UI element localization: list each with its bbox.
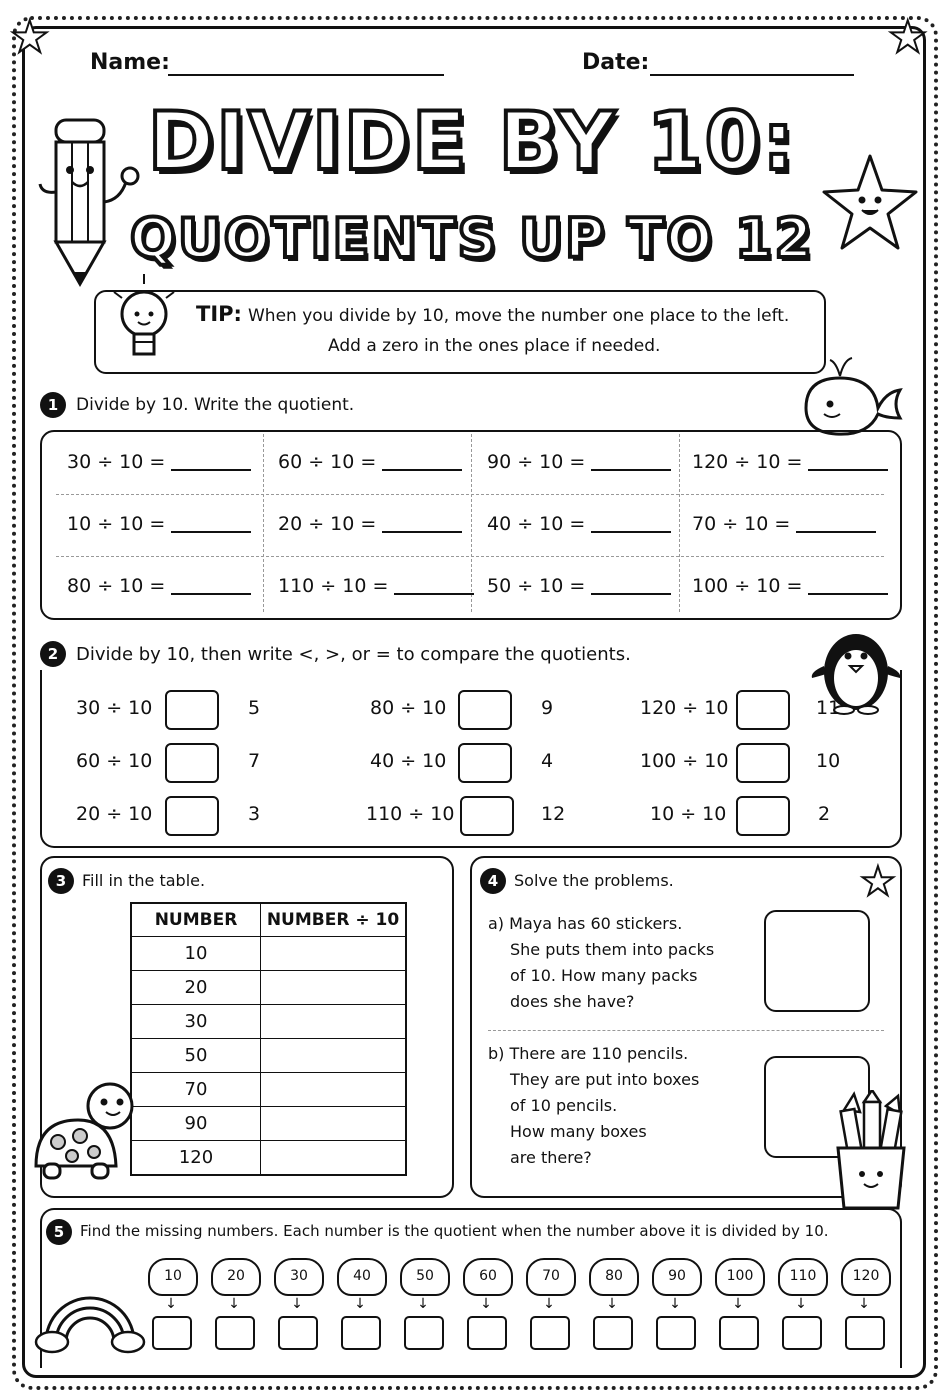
- section-title: Find the missing numbers. Each number is the quotient when the number above it is divided by 10.: [80, 1222, 829, 1240]
- answer-blank[interactable]: [591, 469, 671, 471]
- number-cloud: 30: [274, 1258, 324, 1296]
- problem-line: of 10. How many packs: [510, 966, 698, 985]
- down-arrow-icon: ↓: [795, 1296, 807, 1312]
- down-arrow-icon: ↓: [606, 1296, 618, 1312]
- whale-icon: [796, 348, 908, 442]
- answer-blank[interactable]: [382, 469, 462, 471]
- table-cell: 120: [131, 1141, 261, 1176]
- compare-expression: 60 ÷ 10: [76, 750, 153, 772]
- missing-number-box[interactable]: [782, 1316, 822, 1350]
- date-field[interactable]: [650, 74, 854, 76]
- table-row: [131, 971, 406, 1005]
- division-problem: 60 ÷ 10 =: [278, 451, 462, 473]
- compare-value: 5: [248, 697, 261, 719]
- star-mascot-icon: [822, 150, 918, 260]
- division-problem: 70 ÷ 10 =: [692, 513, 876, 535]
- compare-value: 10: [816, 750, 841, 772]
- answer-cell[interactable]: [261, 937, 407, 971]
- table-header: NUMBER: [131, 903, 261, 937]
- section-number: 2: [40, 641, 66, 667]
- missing-number-box[interactable]: [215, 1316, 255, 1350]
- down-arrow-icon: ↓: [291, 1296, 303, 1312]
- answer-cell[interactable]: [261, 1005, 407, 1039]
- division-problem: 110 ÷ 10 =: [278, 575, 474, 597]
- word-problem-a: [488, 911, 714, 1015]
- problem-line: are there?: [510, 1148, 592, 1167]
- table-cell: 70: [131, 1073, 261, 1107]
- problem-line: b) There are 110 pencils.: [488, 1044, 689, 1063]
- compare-value: 3: [248, 803, 261, 825]
- number-cloud: 120: [841, 1258, 891, 1296]
- compare-expression: 20 ÷ 10: [76, 803, 153, 825]
- pencil-mascot-icon: [34, 112, 146, 292]
- compare-value: 7: [248, 750, 261, 772]
- lightbulb-icon: [106, 272, 182, 368]
- section-number: 5: [46, 1219, 72, 1245]
- turtle-icon: [28, 1080, 136, 1184]
- problem-line: They are put into boxes: [510, 1070, 700, 1089]
- division-problem: 100 ÷ 10 =: [692, 575, 888, 597]
- table-cell: 50: [131, 1039, 261, 1073]
- number-cloud: 90: [652, 1258, 702, 1296]
- problem-line: does she have?: [510, 992, 635, 1011]
- fill-table: [130, 902, 407, 1176]
- section-title: Divide by 10, then write <, >, or = to compare the quotients.: [76, 644, 631, 665]
- down-arrow-icon: ↓: [417, 1296, 429, 1312]
- number-cloud: 100: [715, 1258, 765, 1296]
- division-problem: 90 ÷ 10 =: [487, 451, 671, 473]
- compare-box[interactable]: [165, 796, 219, 836]
- compare-box[interactable]: [736, 743, 790, 783]
- compare-expression: 30 ÷ 10: [76, 697, 153, 719]
- name-field[interactable]: [168, 74, 444, 76]
- missing-number-box[interactable]: [278, 1316, 318, 1350]
- table-row: [131, 1073, 406, 1107]
- missing-number-box[interactable]: [341, 1316, 381, 1350]
- compare-value: 9: [541, 697, 554, 719]
- answer-cell[interactable]: [261, 971, 407, 1005]
- number-cloud: 110: [778, 1258, 828, 1296]
- answer-blank[interactable]: [171, 531, 251, 533]
- missing-number-box[interactable]: [152, 1316, 192, 1350]
- down-arrow-icon: ↓: [354, 1296, 366, 1312]
- tip-text-line2: Add a zero in the ones place if needed.: [328, 336, 661, 356]
- compare-box[interactable]: [736, 690, 790, 730]
- table-cell: 20: [131, 971, 261, 1005]
- tip-text-line1: When you divide by 10, move the number one place to the left.: [248, 306, 790, 326]
- down-arrow-icon: ↓: [165, 1296, 177, 1312]
- divider: [56, 556, 884, 557]
- down-arrow-icon: ↓: [543, 1296, 555, 1312]
- tip-label: TIP:: [196, 302, 242, 326]
- missing-number-box[interactable]: [656, 1316, 696, 1350]
- division-problem: 10 ÷ 10 =: [67, 513, 251, 535]
- section-number: 1: [40, 392, 66, 418]
- compare-expression: 40 ÷ 10: [370, 750, 447, 772]
- number-cloud: 40: [337, 1258, 387, 1296]
- compare-expression: 100 ÷ 10: [640, 750, 729, 772]
- divider: [679, 434, 680, 612]
- star-icon: ★: [10, 12, 50, 63]
- answer-blank[interactable]: [394, 593, 474, 595]
- down-arrow-icon: ↓: [480, 1296, 492, 1312]
- table-row: [131, 1005, 406, 1039]
- division-problem: 30 ÷ 10 =: [67, 451, 251, 473]
- divider: [488, 1030, 884, 1031]
- star-icon: ★: [860, 859, 896, 905]
- number-cloud: 70: [526, 1258, 576, 1296]
- number-cloud: 20: [211, 1258, 261, 1296]
- compare-box[interactable]: [460, 796, 514, 836]
- answer-blank[interactable]: [808, 469, 888, 471]
- number-cloud: 60: [463, 1258, 513, 1296]
- missing-number-box[interactable]: [530, 1316, 570, 1350]
- section-title: Divide by 10. Write the quotient.: [76, 395, 355, 415]
- section-number: 3: [48, 868, 74, 894]
- answer-blank[interactable]: [591, 593, 671, 595]
- down-arrow-icon: ↓: [732, 1296, 744, 1312]
- table-cell: 30: [131, 1005, 261, 1039]
- problem-line: How many boxes: [510, 1122, 647, 1141]
- date-label: Date:: [582, 50, 650, 75]
- number-cloud: 80: [589, 1258, 639, 1296]
- problem-line: a) Maya has 60 stickers.: [488, 914, 683, 933]
- divider: [263, 434, 264, 612]
- division-problem: 50 ÷ 10 =: [487, 575, 671, 597]
- compare-value: 2: [818, 803, 831, 825]
- pencil-cup-icon: [830, 1090, 912, 1212]
- rainbow-icon: [34, 1282, 146, 1354]
- page-subtitle: QUOTIENTS UP TO 12: [129, 207, 815, 270]
- problem-line: She puts them into packs: [510, 940, 715, 959]
- number-cloud: 10: [148, 1258, 198, 1296]
- compare-expression: 80 ÷ 10: [370, 697, 447, 719]
- answer-blank[interactable]: [796, 531, 876, 533]
- division-problem: 120 ÷ 10 =: [692, 451, 888, 473]
- word-problem-b: [488, 1041, 699, 1171]
- division-problem: 80 ÷ 10 =: [67, 575, 251, 597]
- compare-value: 12: [541, 803, 566, 825]
- answer-box[interactable]: [764, 910, 870, 1012]
- compare-value: 4: [541, 750, 554, 772]
- answer-cell[interactable]: [261, 1073, 407, 1107]
- compare-value: 11: [816, 697, 841, 719]
- answer-blank[interactable]: [171, 469, 251, 471]
- table-cell: 90: [131, 1107, 261, 1141]
- compare-box[interactable]: [165, 743, 219, 783]
- compare-expression: 120 ÷ 10: [640, 697, 729, 719]
- missing-number-box[interactable]: [593, 1316, 633, 1350]
- missing-number-box[interactable]: [467, 1316, 507, 1350]
- number-cloud: 50: [400, 1258, 450, 1296]
- table-row: [131, 1039, 406, 1073]
- division-problem: 40 ÷ 10 =: [487, 513, 671, 535]
- answer-blank[interactable]: [591, 531, 671, 533]
- table-cell: 10: [131, 937, 261, 971]
- section-title: Fill in the table.: [82, 871, 206, 890]
- missing-number-box[interactable]: [404, 1316, 444, 1350]
- section-title: Solve the problems.: [514, 871, 674, 890]
- table-header: NUMBER ÷ 10: [261, 903, 407, 937]
- answer-cell[interactable]: [261, 1039, 407, 1073]
- division-problem: 20 ÷ 10 =: [278, 513, 462, 535]
- divider: [56, 494, 884, 495]
- table-row: [131, 1107, 406, 1141]
- down-arrow-icon: ↓: [228, 1296, 240, 1312]
- compare-expression: 110 ÷ 10: [366, 803, 455, 825]
- answer-blank[interactable]: [171, 593, 251, 595]
- problem-line: of 10 pencils.: [510, 1096, 618, 1115]
- down-arrow-icon: ↓: [669, 1296, 681, 1312]
- compare-box[interactable]: [736, 796, 790, 836]
- page-title: DIVIDE BY 10:: [147, 95, 797, 188]
- table-row: [131, 1141, 406, 1176]
- missing-number-box[interactable]: [719, 1316, 759, 1350]
- compare-box[interactable]: [458, 690, 512, 730]
- section-number: 4: [480, 868, 506, 894]
- name-label: Name:: [90, 50, 170, 75]
- answer-cell[interactable]: [261, 1107, 407, 1141]
- answer-blank[interactable]: [382, 531, 462, 533]
- compare-expression: 10 ÷ 10: [650, 803, 727, 825]
- down-arrow-icon: ↓: [858, 1296, 870, 1312]
- answer-blank[interactable]: [808, 593, 888, 595]
- table-row: [131, 937, 406, 971]
- answer-cell[interactable]: [261, 1141, 407, 1176]
- star-icon: ★: [888, 12, 928, 63]
- missing-number-box[interactable]: [845, 1316, 885, 1350]
- compare-box[interactable]: [458, 743, 512, 783]
- compare-box[interactable]: [165, 690, 219, 730]
